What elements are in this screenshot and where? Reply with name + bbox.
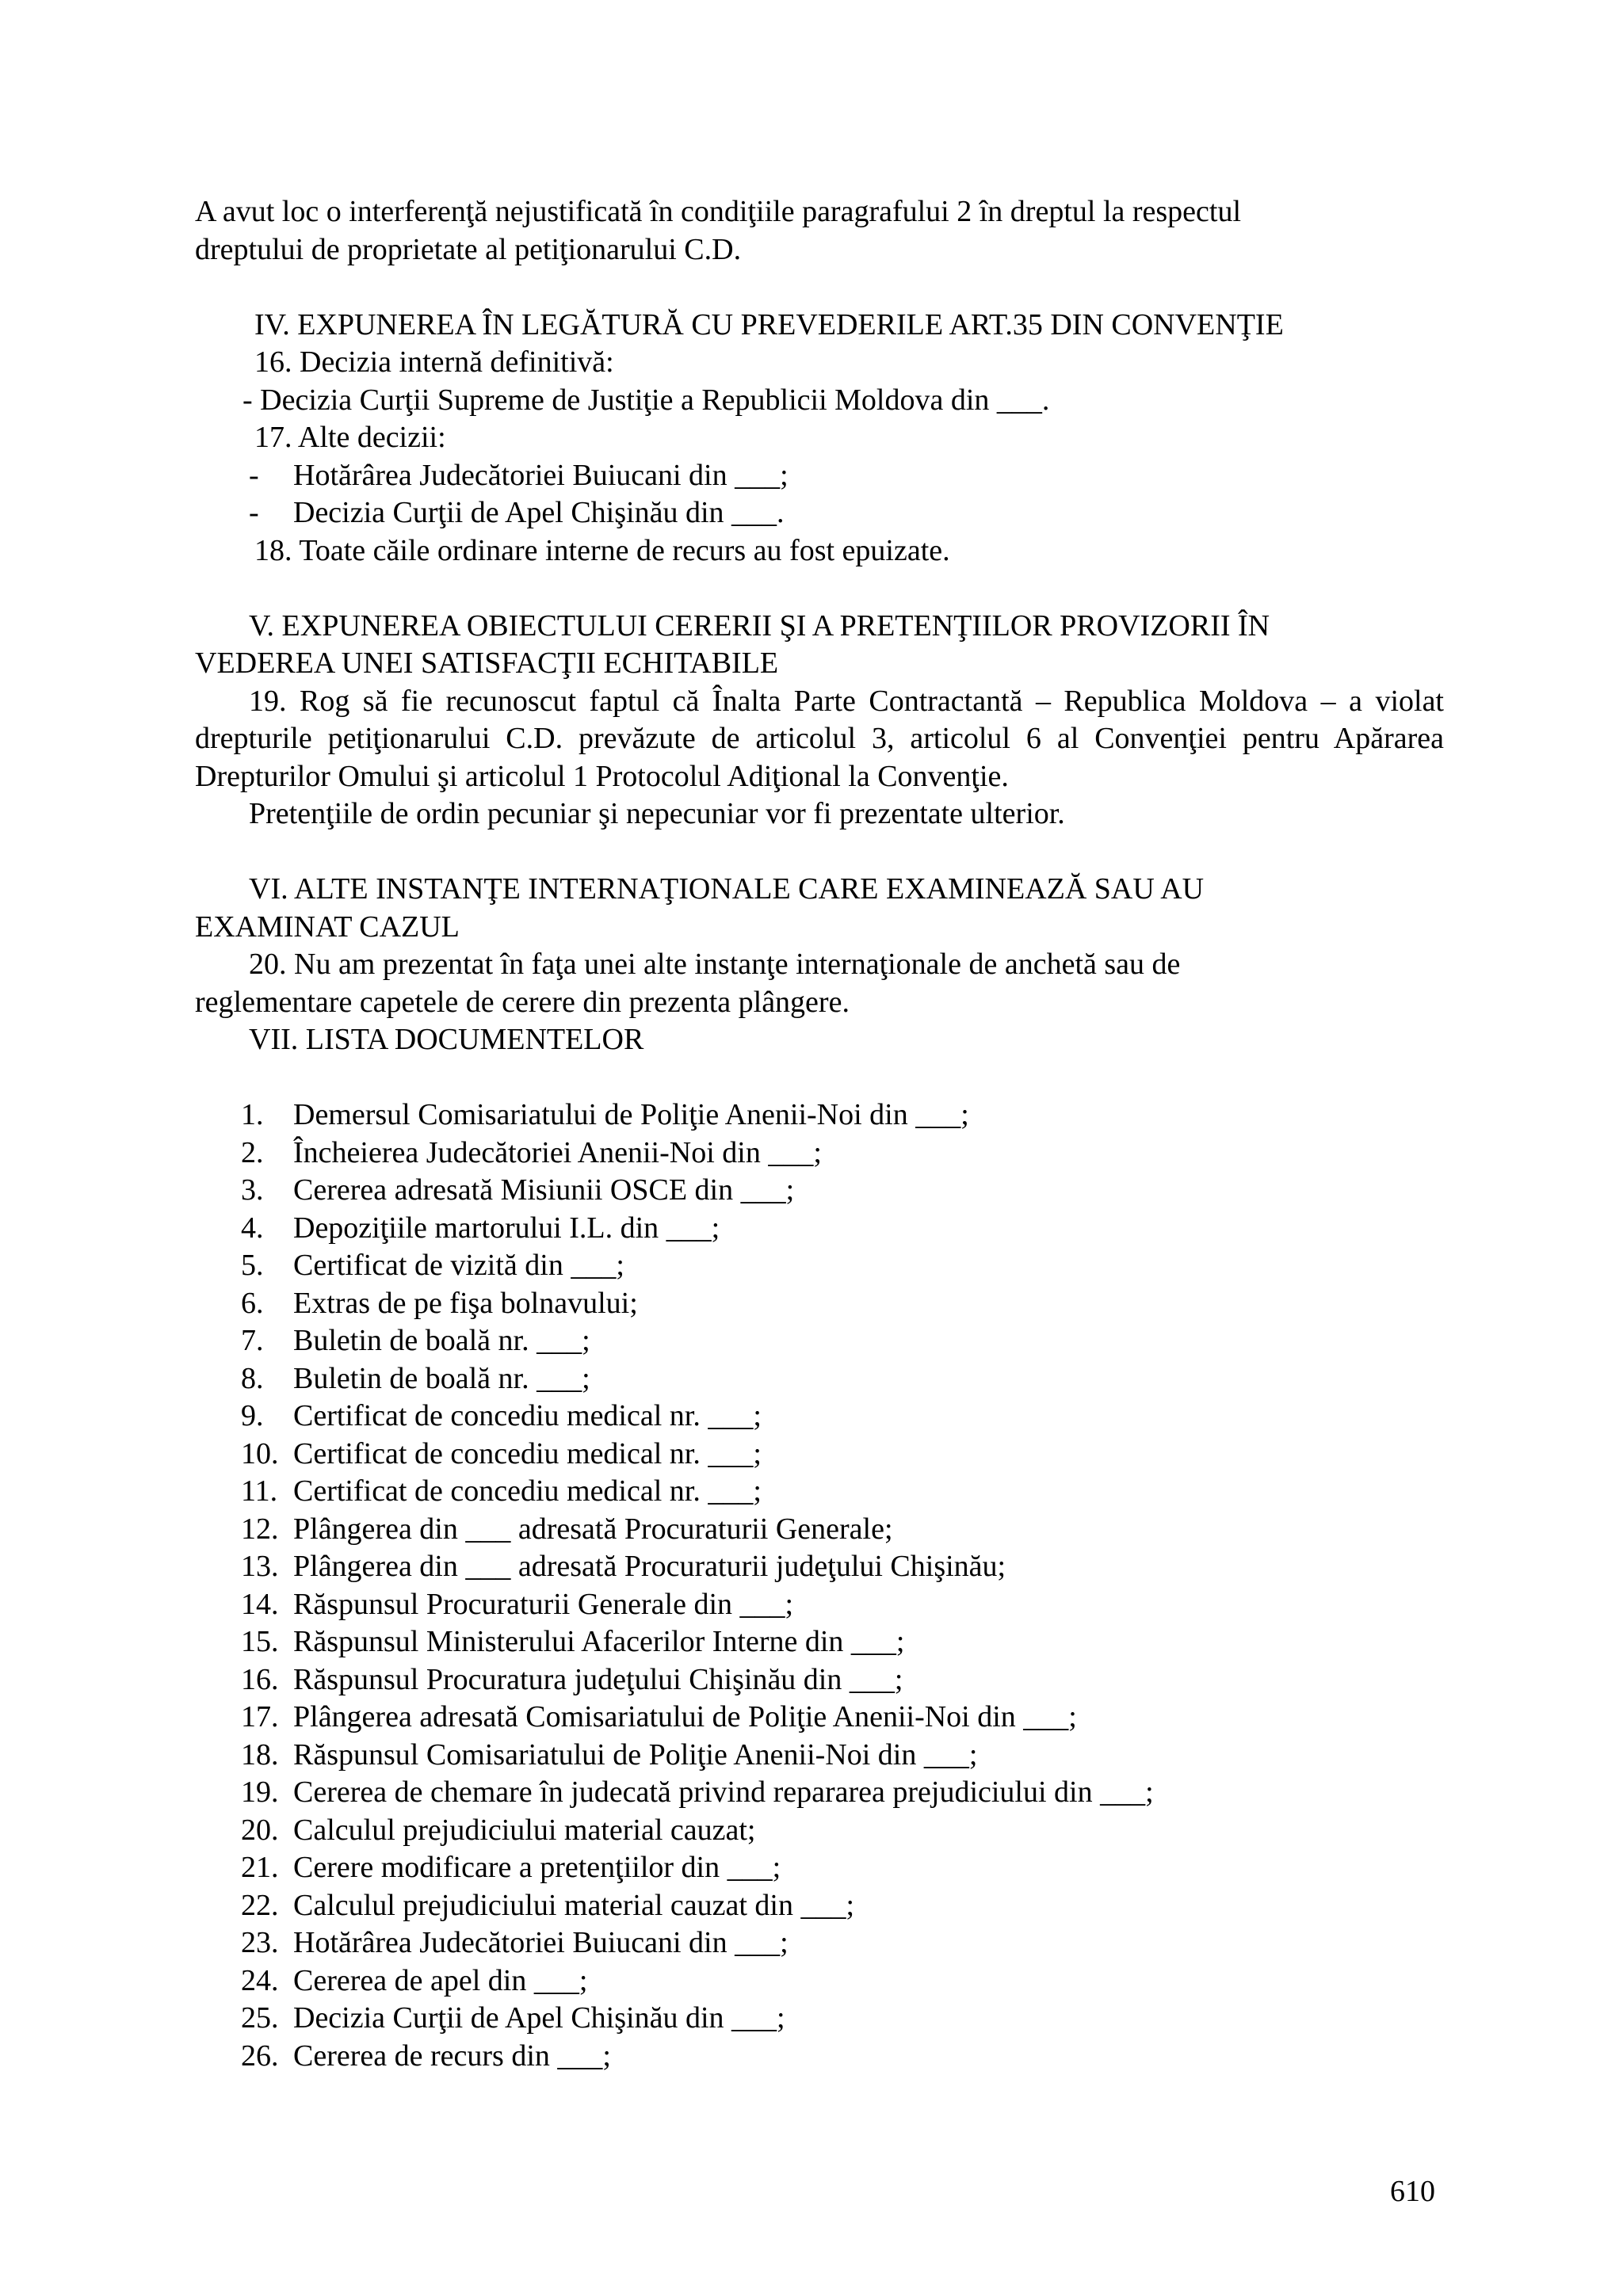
list-item-text: Plângerea adresată Comisariatului de Poliţie Anenii-Noi din ___;	[293, 1700, 1077, 1733]
document-list-item	[195, 1360, 1444, 1398]
list-item-number: 16.	[241, 1662, 279, 1696]
list-item-text: Calculul prejudiciului material cauzat;	[293, 1813, 756, 1847]
section-7-heading: VII. LISTA DOCUMENTELOR	[249, 1023, 644, 1056]
list-item-text: Cererea de chemare în judecată privind repararea prejudiciului din ___;	[293, 1775, 1154, 1809]
document-page	[195, 193, 1444, 2075]
list-item-text: Depoziţiile martorului I.L. din ___;	[293, 1211, 720, 1245]
list-item-text: Calculul prejudiciului material cauzat din ___;	[293, 1888, 855, 1922]
spacer	[195, 1059, 1444, 1097]
list-item-number: 23.	[241, 1926, 279, 1959]
intro-line-2: dreptului de proprietate al petiţionarului C.D.	[195, 232, 742, 266]
sub-item-text: Decizia Curţii de Apel Chişinău din ___.	[293, 496, 785, 529]
section-5-heading-line-2: VEDEREA UNEI SATISFACŢII ECHITABILE	[195, 646, 779, 680]
document-list-item	[195, 2000, 1444, 2038]
document-list-item	[195, 1097, 1444, 1135]
list-item-number: 13.	[241, 1550, 279, 1583]
document-list-item	[195, 1473, 1444, 1511]
section-4-heading: IV. EXPUNEREA ÎN LEGĂTURĂ CU PREVEDERILE ART.35 DIN CONVENŢIE	[254, 307, 1284, 341]
intro-line-1: A avut loc o interferenţă nejustificată în condiţiile paragrafului 2 în dreptul la respectul	[195, 195, 1242, 228]
section-4-item-16: 16. Decizia internă definitivă:	[254, 345, 614, 379]
document-list-item	[195, 1623, 1444, 1661]
document-list-item	[195, 1511, 1444, 1549]
list-item-text: Certificat de concediu medical nr. ___;	[293, 1399, 762, 1432]
section-4-item-16-sub: - Decizia Curţii Supreme de Justiţie a Republicii Moldova din ___.	[242, 383, 1050, 417]
list-item-text: Hotărârea Judecătoriei Buiucani din ___;	[293, 1926, 789, 1959]
list-item-number: 2.	[241, 1135, 264, 1169]
document-list-item	[195, 1661, 1444, 1699]
document-list-item	[195, 1699, 1444, 1737]
list-item-text: Certificat de concediu medical nr. ___;	[293, 1474, 762, 1508]
list-item-number: 4.	[241, 1211, 264, 1245]
list-item-text: Demersul Comisariatului de Poliţie Anenii-Noi din ___;	[293, 1098, 969, 1131]
list-item-number: 19.	[241, 1775, 279, 1809]
list-item-number: 26.	[241, 2039, 279, 2073]
section-4-item-17: 17. Alte decizii:	[254, 421, 446, 454]
document-list-item	[195, 1962, 1444, 2000]
spacer	[195, 833, 1444, 871]
list-item-number: 15.	[241, 1625, 279, 1658]
list-item-number: 7.	[241, 1324, 264, 1357]
list-item-text: Cerere modificare a pretenţiilor din ___;	[293, 1851, 781, 1884]
list-item-number: 5.	[241, 1249, 264, 1282]
list-item-text: Cererea de recurs din ___;	[293, 2039, 611, 2073]
section-6-item-20-line-1: 20. Nu am prezentat în faţa unei alte instanţe internaţionale de anchetă sau de	[249, 948, 1181, 981]
list-item-number: 12.	[241, 1512, 279, 1546]
section-6-heading-line-1: VI. ALTE INSTANŢE INTERNAŢIONALE CARE EXAMINEAZĂ SAU AU	[249, 872, 1205, 906]
section-5-heading-line-1: V. EXPUNEREA OBIECTULUI CERERII ŞI A PRETENŢIILOR PROVIZORII ÎN	[249, 608, 1270, 643]
section-5-claims: Pretenţiile de ordin pecuniar şi nepecuniar vor fi prezentate ulterior.	[249, 797, 1065, 830]
document-list-item	[195, 1322, 1444, 1360]
list-item-text: Certificat de vizită din ___;	[293, 1249, 624, 1282]
list-item-text: Buletin de boală nr. ___;	[293, 1361, 590, 1395]
document-list-item	[195, 1210, 1444, 1248]
spacer	[195, 269, 1444, 307]
list-item-text: Plângerea din ___ adresată Procuraturii Generale;	[293, 1512, 893, 1546]
document-list-item	[195, 1737, 1444, 1775]
list-item-number: 1.	[241, 1098, 264, 1131]
document-list-item	[195, 1849, 1444, 1887]
document-list-item	[195, 1285, 1444, 1323]
document-list-item	[195, 1774, 1444, 1812]
list-item-number: 6.	[241, 1286, 264, 1320]
list-item-number: 9.	[241, 1399, 264, 1432]
list-item-number: 14.	[241, 1587, 279, 1621]
list-item-number: 24.	[241, 1963, 279, 1997]
list-item-text: Răspunsul Comisariatului de Poliţie Anenii-Noi din ___;	[293, 1737, 978, 1772]
list-item-number: 25.	[241, 2001, 279, 2035]
list-item-text: Buletin de boală nr. ___;	[293, 1324, 590, 1357]
documents-list	[195, 1097, 1444, 2075]
list-item-number: 18.	[241, 1737, 279, 1772]
list-item-text: Extras de pe fişa bolnavului;	[293, 1286, 638, 1320]
document-list-item	[195, 1135, 1444, 1173]
section-5-item-19: 19. Rog să fie recunoscut faptul că Înalta Parte Contractantă – Republica Moldova – a violat drepturile petiţionarului C.D. prevăzute de articolul 3, articolul 6 al Convenţiei pentru Apărarea Drepturilor Omului şi articolul 1 Protocolul Adiţional la Convenţie.	[195, 684, 1444, 793]
sub-item-text: Hotărârea Judecătoriei Buiucani din ___;	[293, 458, 789, 492]
list-item-text: Cererea adresată Misiunii OSCE din ___;	[293, 1173, 795, 1207]
document-list-item	[195, 1436, 1444, 1474]
list-item-number: 22.	[241, 1888, 279, 1922]
list-item-text: Răspunsul Ministerului Afacerilor Interne din ___;	[293, 1625, 905, 1658]
document-list-item	[195, 1812, 1444, 1850]
document-list-item	[195, 1247, 1444, 1285]
list-item-text: Decizia Curţii de Apel Chişinău din ___;	[293, 2001, 785, 2035]
document-list-item	[195, 1172, 1444, 1210]
page-number: 610	[1390, 2175, 1435, 2208]
section-4-item-18: 18. Toate căile ordinare interne de recurs au fost epuizate.	[254, 533, 950, 567]
list-item-number: 10.	[241, 1436, 279, 1470]
section-6-heading-line-2: EXAMINAT CAZUL	[195, 910, 460, 944]
document-list-item	[195, 1398, 1444, 1436]
list-item-text: Răspunsul Procuraturii Generale din ___;	[293, 1587, 794, 1621]
list-item-text: Răspunsul Procuratura judeţului Chişinău din ___;	[293, 1662, 903, 1696]
document-list-item	[195, 2038, 1444, 2076]
section-4-item-17-sub-1	[195, 457, 1444, 495]
document-list-item	[195, 1924, 1444, 1962]
dash-bullet: -	[249, 458, 259, 492]
list-item-number: 17.	[241, 1700, 279, 1733]
document-list-item	[195, 1887, 1444, 1925]
list-item-number: 21.	[241, 1851, 279, 1884]
list-item-number: 3.	[241, 1173, 264, 1207]
document-list-item	[195, 1548, 1444, 1586]
document-list-item	[195, 1586, 1444, 1624]
list-item-text: Plângerea din ___ adresată Procuraturii judeţului Chişinău;	[293, 1550, 1006, 1583]
list-item-text: Încheierea Judecătoriei Anenii-Noi din ___;	[293, 1135, 822, 1169]
list-item-text: Cererea de apel din ___;	[293, 1963, 588, 1997]
spacer	[195, 570, 1444, 608]
section-6-item-20-line-2: reglementare capetele de cerere din prezenta plângere.	[195, 985, 850, 1019]
dash-bullet: -	[249, 496, 259, 529]
section-4-item-17-sub-2	[195, 494, 1444, 532]
list-item-text: Certificat de concediu medical nr. ___;	[293, 1436, 762, 1470]
list-item-number: 8.	[241, 1361, 264, 1395]
list-item-number: 20.	[241, 1813, 279, 1847]
list-item-number: 11.	[241, 1474, 278, 1508]
